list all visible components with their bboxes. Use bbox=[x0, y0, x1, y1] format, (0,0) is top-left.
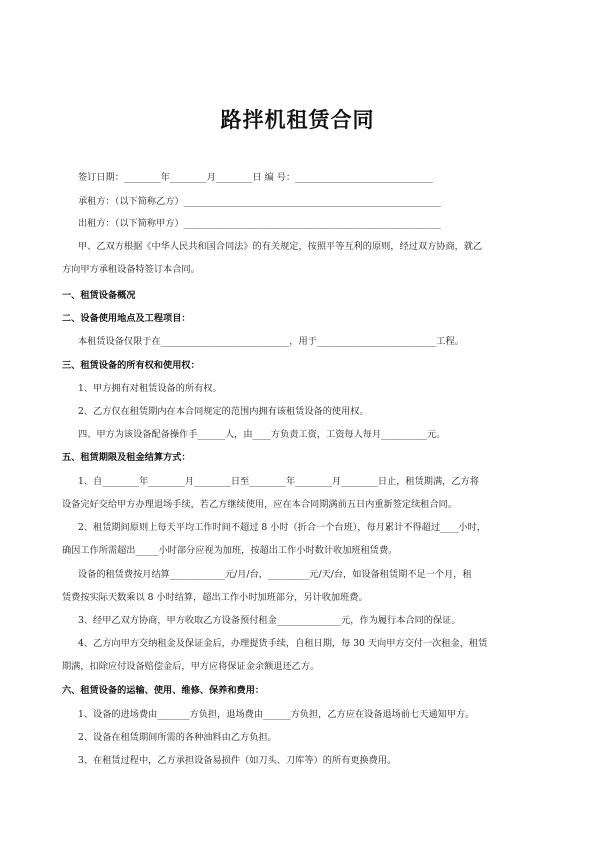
deposit-clause: 3、经甲乙双方协商，甲方收取乙方设备预付租金______________元，作为履行本合同的保证。 bbox=[78, 615, 461, 626]
section-6-heading: 六、租赁设备的运输、使用、维修、保养和费用： bbox=[62, 685, 265, 696]
section-2-heading: 二、设备使用地点及工程项目： bbox=[62, 313, 191, 324]
rent-settlement-line-1: 设备的租赁费按月结算____________元/月/台，_________元/天/台，如设备租赁期不足一个月，租 bbox=[78, 569, 472, 580]
ownership-clause: 1、甲方拥有对租赁设备的所有权。 bbox=[78, 383, 222, 394]
section-4-line: 四、甲方为该设备配备操作手______人，由____方负责工资，工资每人每月__________元。 bbox=[78, 429, 446, 440]
term-clause-line-1: 1、自________年________月________日至________年________月________日止，租赁期满，乙方将 bbox=[78, 476, 479, 487]
wear-parts-clause: 3、在租赁过程中，乙方承担设备易损件（如刀头、刀库等）的所有更换费用。 bbox=[78, 755, 397, 766]
term-clause-line-2: 设备完好交给甲方办理退场手续，若乙方继续使用，应在本合同期满前五日内重新签定续租合同。 bbox=[62, 499, 458, 510]
usage-right-clause: 2、乙方仅在租赁期内在本合同规定的范围内拥有该租赁设备的使用权。 bbox=[78, 406, 369, 417]
section-3-heading: 三、租赁设备的所有权和使用权： bbox=[62, 360, 200, 371]
fuel-clause: 2、设备在租赁期间所需的各种油料由乙方负担。 bbox=[78, 732, 277, 743]
section-5-heading: 五、租赁期限及租金结算方式： bbox=[62, 452, 191, 463]
payment-clause-line-2: 期满，扣除应付设备赔偿金后，甲方应将保证金余额退还乙方。 bbox=[62, 661, 320, 672]
preamble-line-2: 方向甲方承租设备特签订本合同。 bbox=[62, 264, 200, 275]
rent-settlement-line-2: 赁费按实际天数乘以 8 小时结算，超出工作小时加班部分，另计收加班费。 bbox=[62, 592, 368, 603]
section-1-heading: 一、租赁设备概况 bbox=[62, 290, 136, 301]
working-hours-line-2: 确因工作所需超出_____小时部分应视为加班，按超出工作小时数计收加班租赁费。 bbox=[62, 545, 398, 556]
preamble-line-1: 甲、乙双方根据《中华人民共和国合同法》的有关规定，按照平等互利的原则，经过双方协商，就乙 bbox=[78, 241, 483, 252]
lessee-line: 承租方：（以下简称乙方）________________________________________________________ bbox=[78, 196, 441, 207]
signing-date-line: 签订日期：________年________月________日 编 号：______________________________ bbox=[78, 172, 433, 183]
lessor-line: 出租方：（以下简称甲方）________________________________________________________ bbox=[78, 218, 441, 229]
usage-location-line: 本租赁设备仅限于在____________________________，用于__________________________工程。 bbox=[78, 336, 464, 347]
document-title: 路拌机租赁合同 bbox=[220, 108, 375, 132]
payment-clause-line-1: 4、乙方向甲方交纳租金及保证金后，办理提货手续，自租日期，每 30 天向甲方交付一次租金，租赁 bbox=[78, 638, 488, 649]
transport-fee-clause: 1、设备的进场费由_______方负担，退场费由______方负担，乙方应在设备退场前七天通知甲方。 bbox=[78, 709, 475, 720]
working-hours-line-1: 2、租赁期间原则上每天平均工作时间不超过 8 小时（折合一个台班），每月累计不得超过____小时， bbox=[78, 522, 486, 533]
